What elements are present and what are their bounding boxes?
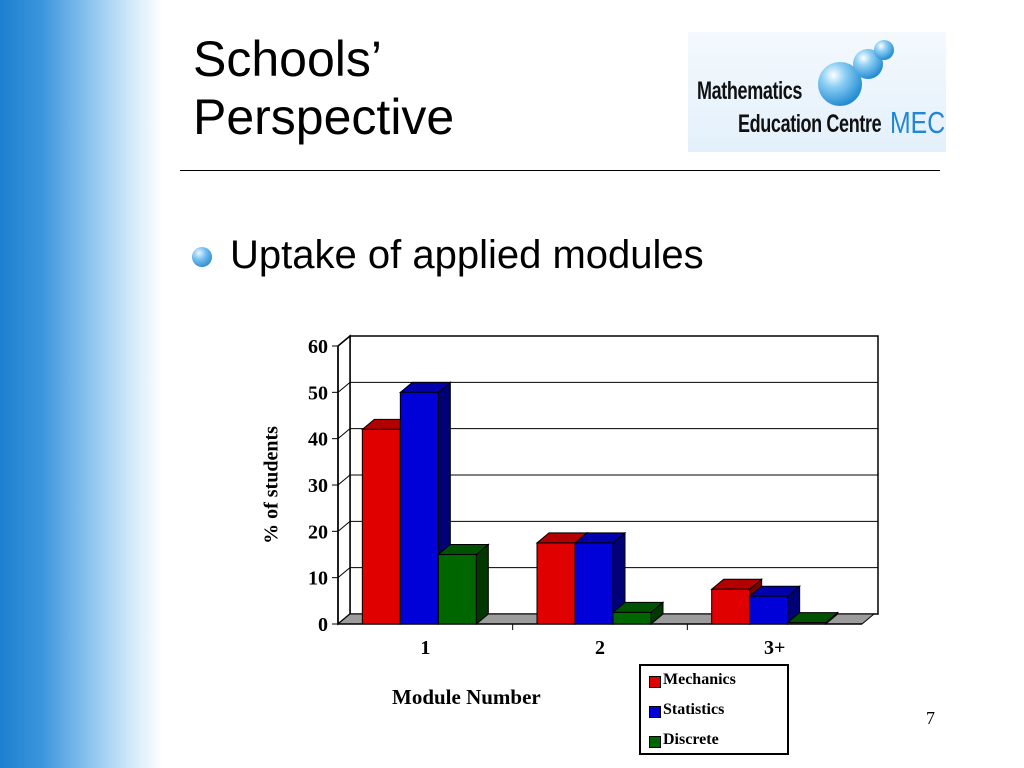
logo-text-line-1: Mathematics bbox=[697, 77, 803, 105]
y-tick-label: 60 bbox=[308, 336, 328, 358]
y-tick-label: 30 bbox=[308, 475, 328, 497]
y-axis-label: % of students bbox=[260, 426, 283, 544]
x-axis-label: Module Number bbox=[392, 685, 541, 709]
bar-statistics-3 bbox=[750, 596, 788, 624]
bar-side-discrete-1 bbox=[476, 545, 488, 625]
x-tick-label: 1 bbox=[420, 637, 431, 659]
bar-mechanics-2 bbox=[537, 543, 575, 624]
bar-statistics-1 bbox=[400, 392, 438, 624]
bar-discrete-2 bbox=[613, 612, 651, 624]
y-tick-label: 20 bbox=[308, 521, 328, 544]
chart-legend bbox=[639, 664, 789, 755]
bullet-text: Uptake of applied modules bbox=[230, 233, 704, 277]
bar-mechanics-3 bbox=[712, 589, 750, 624]
legend-swatch-discrete bbox=[649, 736, 661, 748]
bar-mechanics-1 bbox=[362, 429, 400, 624]
x-tick-label: 3+ bbox=[763, 637, 786, 659]
title-line-2: Perspective bbox=[193, 89, 455, 145]
bar-statistics-2 bbox=[575, 543, 613, 624]
bar-discrete-1 bbox=[438, 555, 476, 625]
legend-label-mechanics: Mechanics bbox=[663, 671, 736, 688]
x-tick-label: 2 bbox=[595, 637, 605, 659]
legend-swatch-mechanics bbox=[649, 676, 661, 688]
legend-label-statistics: Statistics bbox=[663, 701, 725, 718]
title-line-1: Schools’ bbox=[193, 31, 382, 87]
logo-text-line-2: Education Centre bbox=[738, 110, 882, 138]
legend-swatch-statistics bbox=[649, 706, 661, 718]
y-tick-label: 10 bbox=[308, 567, 328, 590]
legend-label-discrete: Discrete bbox=[663, 731, 719, 748]
bar-discrete-3 bbox=[788, 623, 826, 624]
logo-abbr: MEC bbox=[890, 105, 946, 140]
y-tick-label: 0 bbox=[318, 614, 328, 636]
y-tick-label: 40 bbox=[308, 428, 328, 451]
page-number: 7 bbox=[926, 708, 935, 728]
y-tick-label: 50 bbox=[308, 382, 328, 405]
